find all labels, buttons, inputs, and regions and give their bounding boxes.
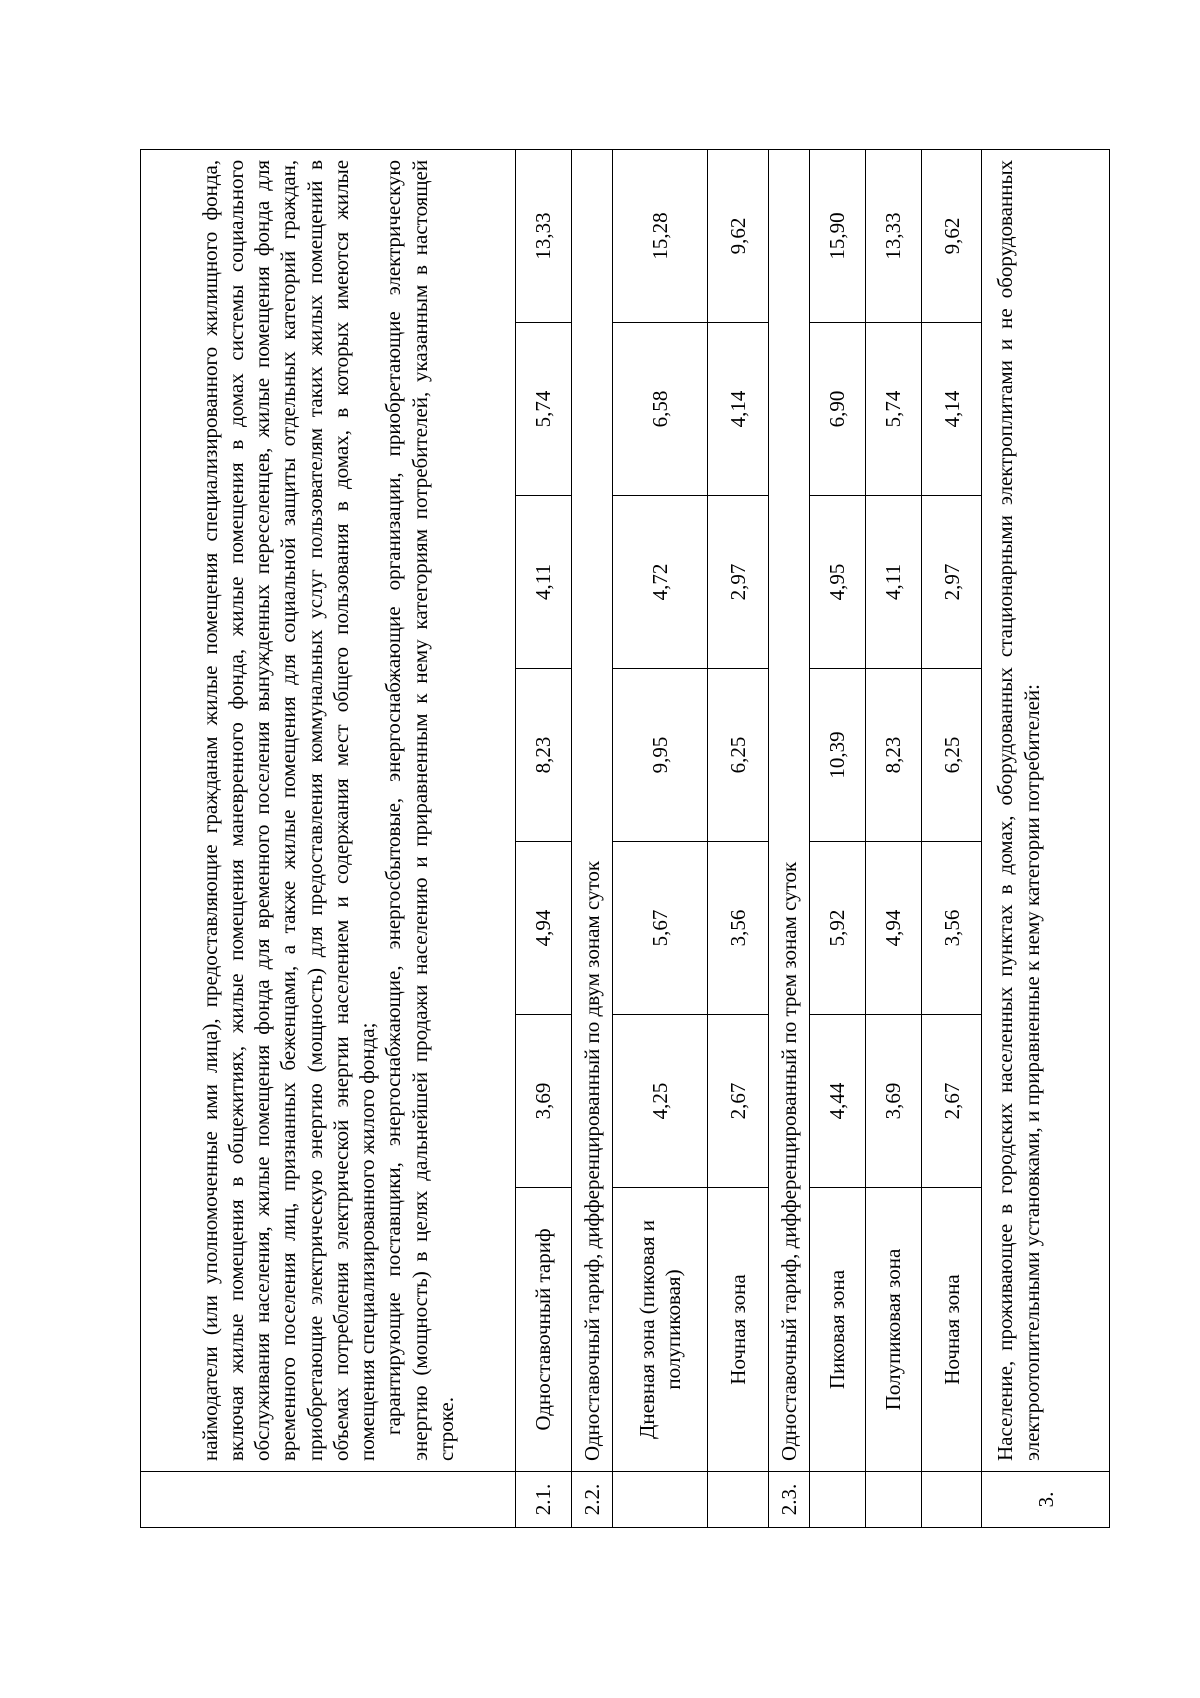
tariff-value: 2,67: [922, 1015, 982, 1188]
tariff-value: 3,69: [865, 1015, 921, 1188]
row-number: [865, 1472, 921, 1528]
tariff-value: 6,58: [613, 323, 708, 496]
tariff-value: 6,90: [809, 323, 865, 496]
tariff-value: 9,95: [613, 669, 708, 842]
tariff-name: Ночная зона: [708, 1188, 768, 1472]
tariff-value: 4,94: [865, 842, 921, 1015]
tariff-value: 13,33: [865, 149, 921, 322]
tariff-name: Дневная зона (пиковая и полупиковая): [613, 1188, 708, 1472]
tariff-value: 8,23: [515, 669, 571, 842]
intro-paragraph: гарантирующие поставщики, энергоснабжающие, энергосбытовые, энергоснабжающие организации, приобретающие электрическую энергию (мощность) в целях дальнейшей продажи населению и приравненным к нему категориям потребителей, указанным в настоящей строке.: [381, 159, 458, 1461]
tariff-value: 13,33: [515, 149, 571, 322]
tariff-value: 4,14: [708, 323, 768, 496]
row-number: [809, 1472, 865, 1528]
table-row: [515, 149, 571, 1527]
table-row: [865, 149, 921, 1527]
tariff-value: 2,97: [708, 496, 768, 669]
tariff-value: 4,11: [865, 496, 921, 669]
row-number: 2.2.: [572, 1472, 613, 1528]
table-row: [613, 149, 708, 1527]
row-number: [708, 1472, 768, 1528]
row-number: 2.1.: [515, 1472, 571, 1528]
table-row: [922, 149, 982, 1527]
table-row: [768, 149, 809, 1527]
row-number: 3.: [982, 1472, 1110, 1528]
intro-paragraph: наймодатели (или уполномоченные ими лица), предоставляющие гражданам жилые помещения специализированного жилищного фонда, включая жилые помещения в общежитиях, жилые помещения маневренного фонда, жилые помещения в домах системы социального обслуживания населения, жилые помещения фонда для временного поселения вынужденных переселенцев, жилые помещения фонда для временного поселения лиц, признанных беженцами, а также жилые помещения для социальной защиты отдельных категорий граждан, приобретающие электрическую энергию (мощность) для предоставления коммунальных услуг пользователям таких жилых помещений в объемах потребления электрической энергии населением и содержания мест общего пользования в домах, в которых имеются жилые помещения специализированного жилого фонда;: [197, 159, 380, 1461]
tariff-value: 4,94: [515, 842, 571, 1015]
tariff-value: 4,72: [613, 496, 708, 669]
tariff-name: Полупиковая зона: [865, 1188, 921, 1472]
table-row: [809, 149, 865, 1527]
tariff-value: 2,67: [708, 1015, 768, 1188]
tariff-name: Пиковая зона: [809, 1188, 865, 1472]
tariff-value: 4,95: [809, 496, 865, 669]
tariff-value: 9,62: [708, 149, 768, 322]
tariff-value: 10,39: [809, 669, 865, 842]
tariff-value: 4,25: [613, 1015, 708, 1188]
tariff-value: 3,69: [515, 1015, 571, 1188]
tariff-name: Ночная зона: [922, 1188, 982, 1472]
row-number: 2.3.: [768, 1472, 809, 1528]
tariff-value: 5,92: [809, 842, 865, 1015]
table-row: [982, 149, 1110, 1527]
tariff-value: 5,74: [515, 323, 571, 496]
section-header: Одноставочный тариф, дифференцированный по трем зонам суток: [768, 149, 809, 1471]
tariff-value: 5,67: [613, 842, 708, 1015]
tariff-value: 9,62: [922, 149, 982, 322]
table-row: [141, 149, 516, 1527]
row-number-cell: [141, 1472, 516, 1528]
tariff-value: 4,14: [922, 323, 982, 496]
section-header: Одноставочный тариф, дифференцированный по двум зонам суток: [572, 149, 613, 1471]
consumer-category-text: Население, проживающее в городских населенных пунктах в домах, оборудованных стационарными электроплитами и не оборудованных электроотопительными установками, и приравненные к нему категории потребителей:: [982, 149, 1110, 1471]
row-number: [922, 1472, 982, 1528]
tariff-value: 5,74: [865, 323, 921, 496]
tariff-value: 2,97: [922, 496, 982, 669]
tariff-table: [140, 149, 1110, 1528]
tariff-value: 15,28: [613, 149, 708, 322]
tariff-value: 6,25: [708, 669, 768, 842]
row-number: [613, 1472, 708, 1528]
tariff-name: Одноставочный тариф: [515, 1188, 571, 1472]
tariff-value: 8,23: [865, 669, 921, 842]
table-row: [572, 149, 613, 1527]
table-row: [708, 149, 768, 1527]
tariff-value: 4,44: [809, 1015, 865, 1188]
tariff-value: 6,25: [922, 669, 982, 842]
tariff-value: 4,11: [515, 496, 571, 669]
tariff-value: 3,56: [922, 842, 982, 1015]
consumer-description-cell: [141, 149, 516, 1471]
tariff-value: 3,56: [708, 842, 768, 1015]
tariff-value: 15,90: [809, 149, 865, 322]
